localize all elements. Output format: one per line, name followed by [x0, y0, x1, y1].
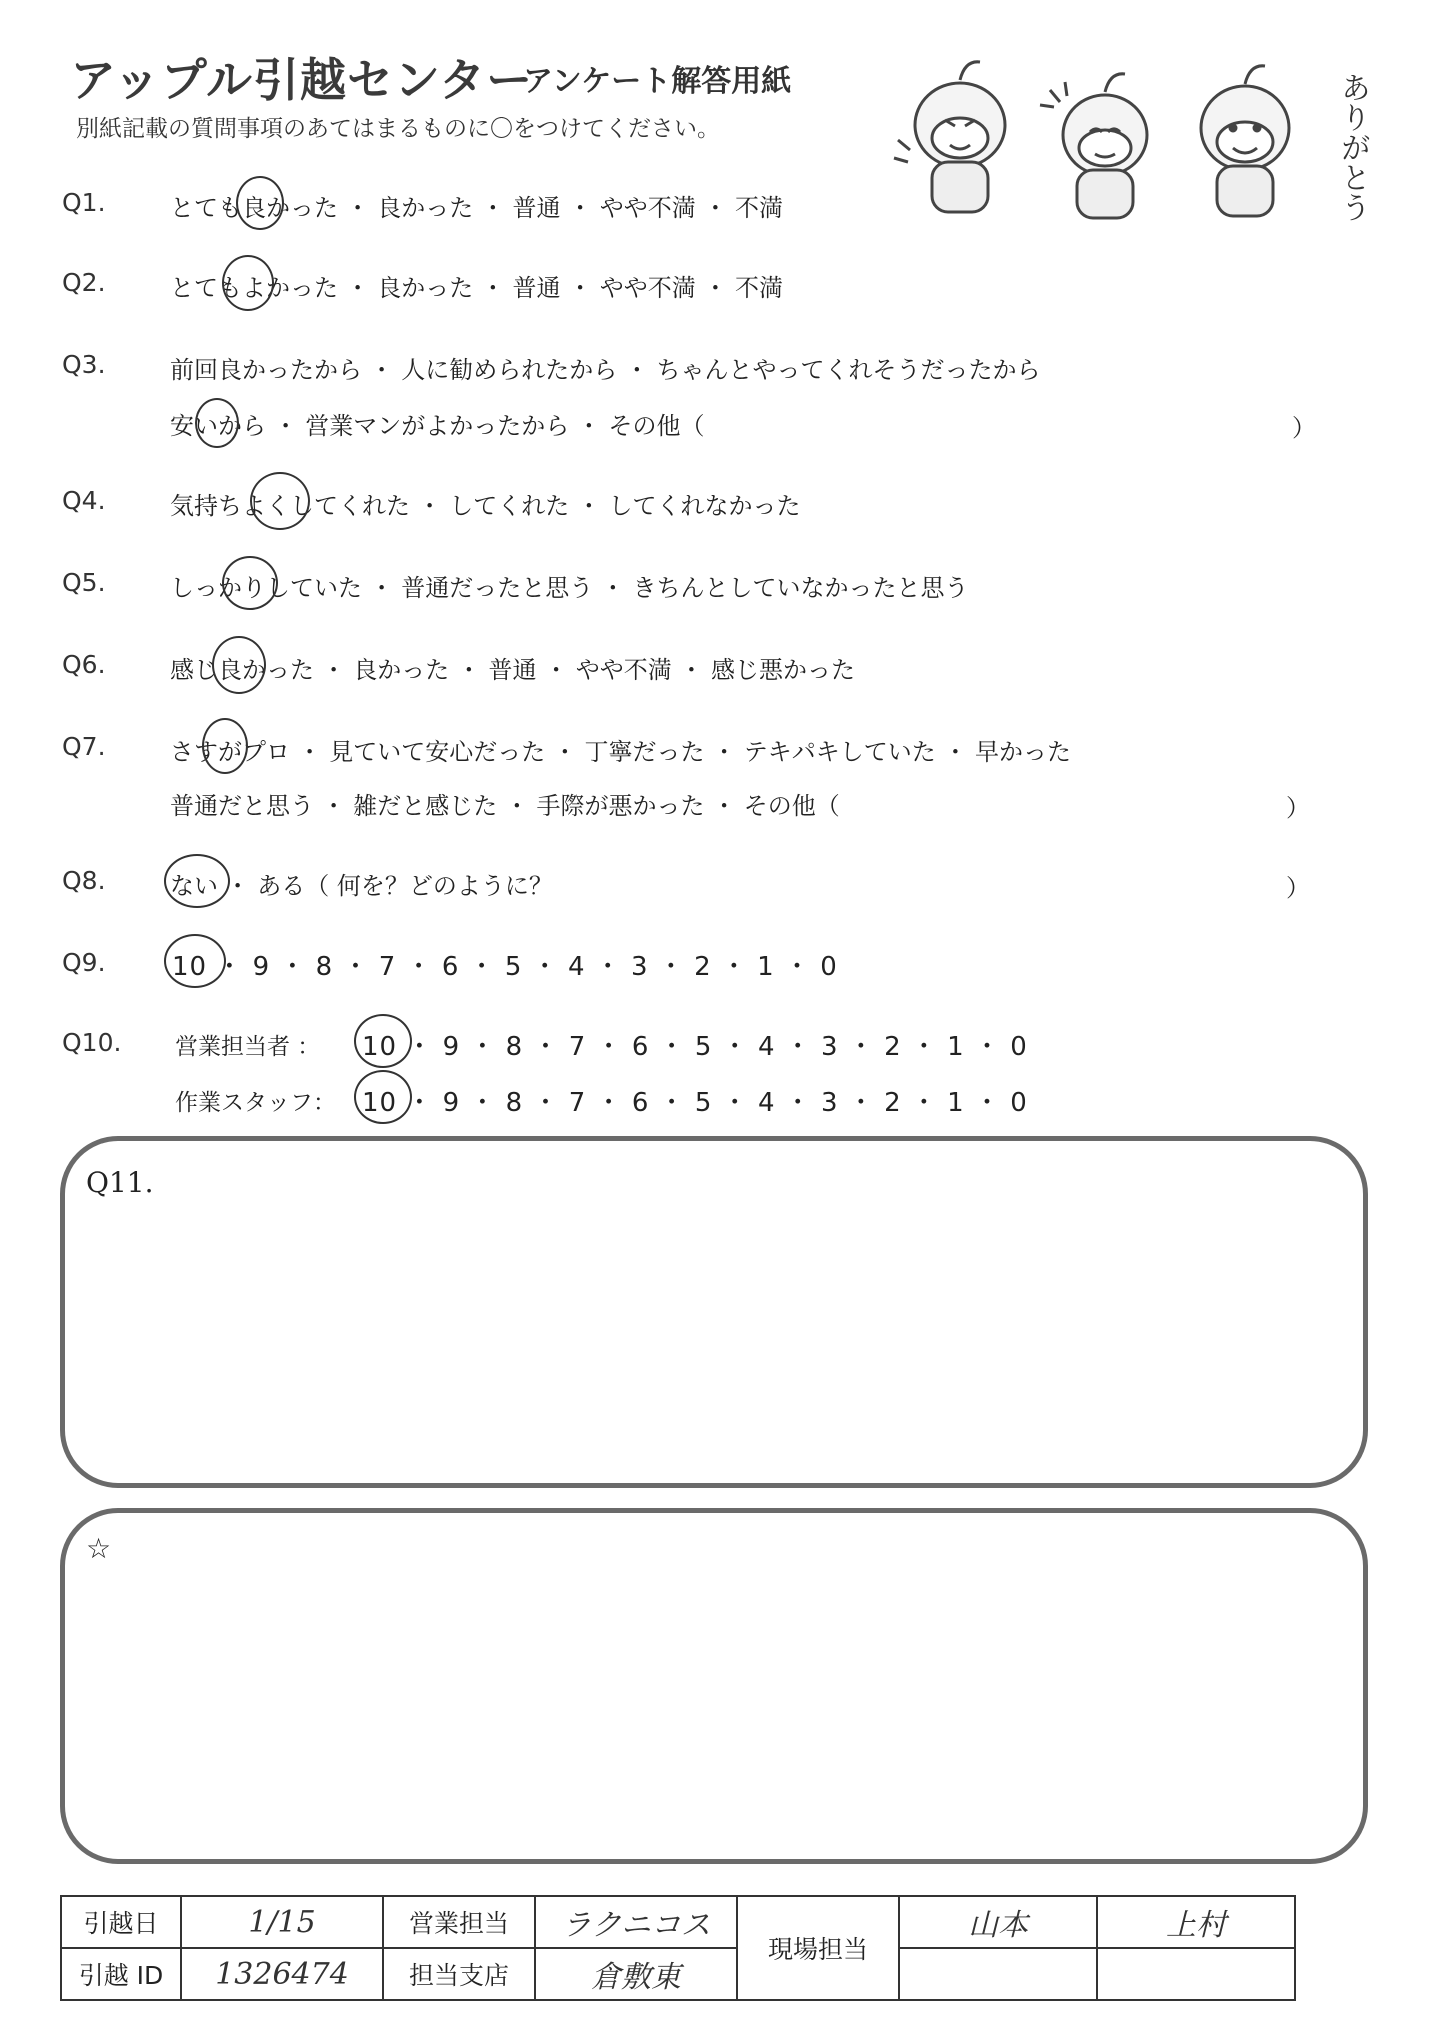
monkey-mascot-icon: [1201, 66, 1289, 216]
star-label: ☆: [86, 1532, 112, 1565]
question-number: Q7.: [62, 732, 106, 761]
monkey-mascot-illustration: [890, 50, 1370, 234]
monkey-mascot-icon: [894, 62, 1005, 212]
question-options: 気持ちよくしてくれた ・ してくれた ・ してくれなかった: [170, 492, 801, 520]
answer-circle-mark: [250, 472, 310, 530]
monkey-mascot-icon: [1040, 74, 1147, 218]
answer-circle-mark: [212, 636, 266, 694]
branch-value: 倉敷東: [535, 1948, 737, 2000]
question-options: 前回良かったから ・ 人に勧められたから ・ ちゃんとやってくれそうだったから: [170, 356, 1041, 384]
move-date-value: 1/15: [181, 1896, 383, 1948]
rating-label-staff: 作業スタッフ：: [175, 1090, 336, 1116]
answer-circle-mark: [354, 1070, 412, 1124]
closing-paren: ）: [1286, 794, 1310, 822]
rating-label-sales: 営業担当者 ：: [175, 1034, 321, 1060]
question-options: とてもよかった ・ 良かった ・ 普通 ・ やや不満 ・ 不満: [170, 274, 784, 302]
answer-circle-mark: [202, 718, 248, 774]
answer-circle-mark: [164, 934, 226, 988]
site-staff-empty-cell: [1097, 1948, 1295, 2000]
site-staff-label: 現場担当: [737, 1896, 899, 2000]
question-number: Q2.: [62, 268, 106, 297]
form-subtitle: アンケート解答用紙: [523, 64, 792, 99]
question-options: しっかりしていた ・ 普通だったと思う ・ きちんとしていなかったと思う: [170, 574, 969, 602]
sales-rep-label: 営業担当: [383, 1896, 535, 1948]
q11-label: Q11.: [86, 1166, 154, 1199]
sales-rep-value: ラクニコス: [535, 1896, 737, 1948]
answer-circle-mark: [222, 556, 278, 610]
question-number: Q4.: [62, 486, 106, 515]
site-staff-value-1: 山本: [899, 1896, 1097, 1948]
answer-circle-mark: [195, 398, 239, 448]
answer-circle-mark: [222, 255, 274, 311]
question-number: Q1.: [62, 188, 106, 217]
question-number: Q3.: [62, 350, 106, 379]
move-date-label: 引越日: [61, 1896, 181, 1948]
answer-circle-mark: [354, 1014, 412, 1068]
rating-scale: 10 ・ 9 ・ 8 ・ 7 ・ 6 ・ 5 ・ 4 ・ 3 ・ 2 ・ 1 ・ 0: [172, 952, 838, 982]
thanks-text: ありがとう: [1335, 72, 1370, 222]
question-number: Q8.: [62, 866, 106, 895]
site-staff-value-2: 上村: [1097, 1896, 1295, 1948]
closing-paren: ）: [1292, 414, 1316, 442]
site-staff-empty-cell: [899, 1948, 1097, 2000]
branch-label: 担当支店: [383, 1948, 535, 2000]
question-options: さすがプロ ・ 見ていて安心だった ・ 丁寧だった ・ テキパキしていた ・ 早かった: [170, 738, 1072, 766]
rating-scale-staff: 10 ・ 9 ・ 8 ・ 7 ・ 6 ・ 5 ・ 4 ・ 3 ・ 2 ・ 1 ・ 0: [362, 1088, 1028, 1118]
star-comment-box[interactable]: [60, 1508, 1368, 1864]
question-number: Q6.: [62, 650, 106, 679]
move-id-value: 1326474: [181, 1948, 383, 2000]
move-id-label: 引越 ID: [61, 1948, 181, 2000]
question-options: 安いから ・ 営業マンがよかったから ・ その他（: [170, 412, 705, 440]
question-number: Q10.: [62, 1028, 122, 1057]
closing-paren: ）: [1286, 874, 1310, 902]
question-number: Q5.: [62, 568, 106, 597]
question-options: 普通だと思う ・ 雑だと感じた ・ 手際が悪かった ・ その他（: [170, 792, 840, 820]
move-info-table: [60, 1895, 1296, 2001]
page-title: アップル引越センター: [70, 53, 534, 107]
question-options: ない ・ ある（ 何を？どのように？: [170, 872, 553, 900]
question-options: とても良かった ・ 良かった ・ 普通 ・ やや不満 ・ 不満: [170, 194, 784, 222]
instruction-text: 別紙記載の質問事項のあてはまるものに〇をつけてください。: [76, 116, 720, 142]
answer-circle-mark: [236, 176, 284, 230]
question-number: Q9.: [62, 948, 106, 977]
rating-scale-sales: 10 ・ 9 ・ 8 ・ 7 ・ 6 ・ 5 ・ 4 ・ 3 ・ 2 ・ 1 ・ 0: [362, 1032, 1028, 1062]
answer-circle-mark: [164, 854, 230, 908]
question-options: 感じ良かった ・ 良かった ・ 普通 ・ やや不満 ・ 感じ悪かった: [170, 656, 856, 684]
q11-comment-box[interactable]: [60, 1136, 1368, 1488]
